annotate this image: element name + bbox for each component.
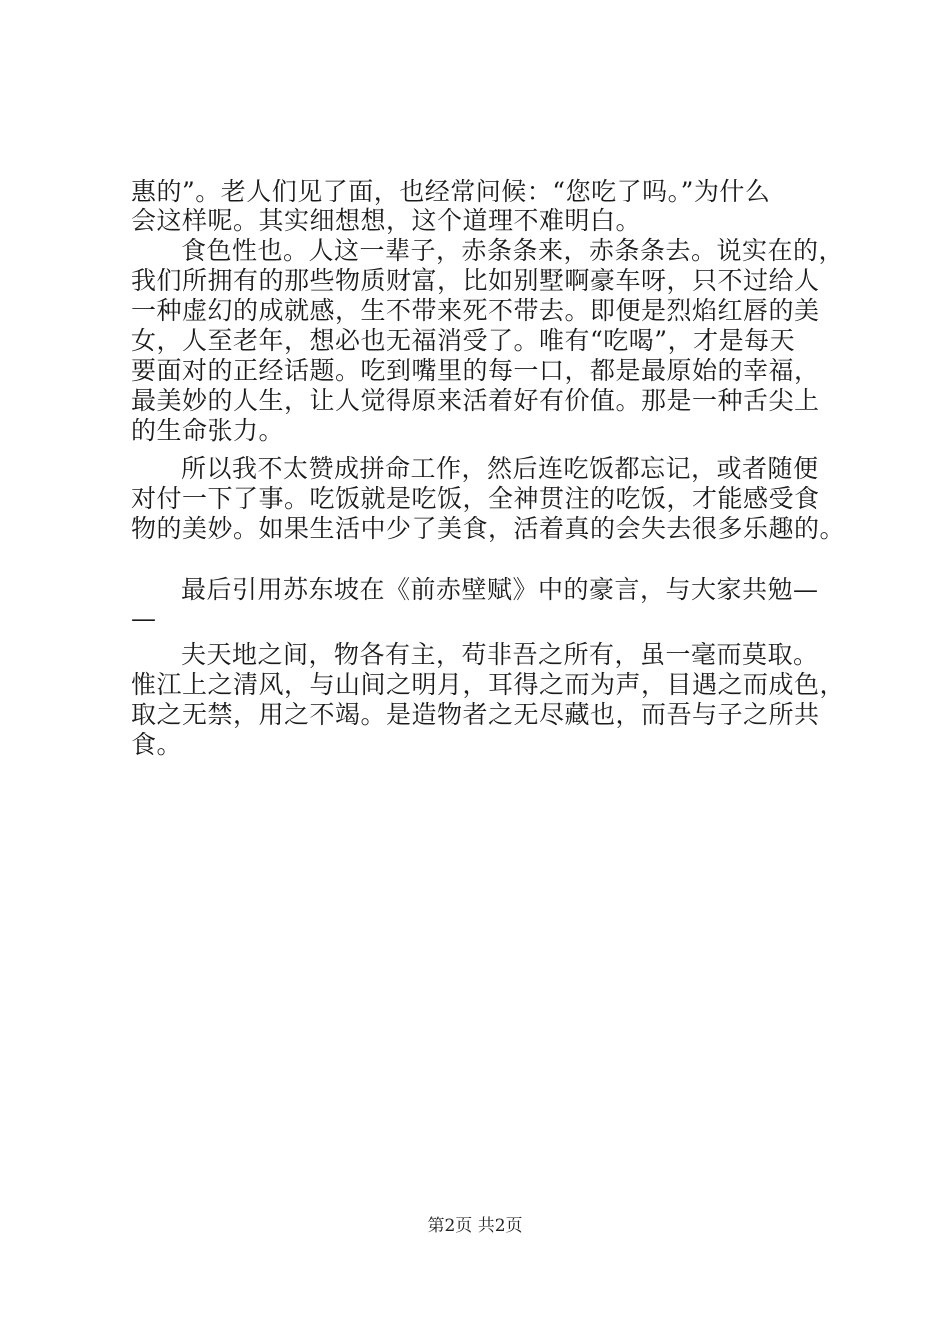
body-text-line: 我们所拥有的那些物质财富，比如别墅啊豪车呀，只不过给人	[131, 266, 820, 295]
paragraph-first-line: 所以我不太赞成拼命工作，然后连吃饭都忘记，或者随便	[181, 454, 819, 483]
body-text-line: 物的美妙。如果生活中少了美食，活着真的会失去很多乐趣的。	[131, 514, 846, 543]
body-text-line: 惠的”。老人们见了面，也经常问候：“您吃了吗。”为什么	[131, 177, 771, 206]
body-text-line: 会这样呢。其实细想想，这个道理不难明白。	[131, 206, 642, 235]
page-number-footer: 第2页 共2页	[427, 1216, 523, 1236]
body-text-line: 的生命张力。	[131, 416, 285, 445]
body-text-line: —	[131, 604, 157, 633]
body-text-line: 对付一下了事。吃饭就是吃饭，全神贯注的吃饭，才能感受食	[131, 484, 820, 513]
body-text-line: 惟江上之清风，与山间之明月，耳得之而为声，目遇之而成色，	[131, 670, 846, 699]
body-text-line: 取之无禁，用之不竭。是造物者之无尽藏也，而吾与子之所共	[131, 700, 820, 729]
body-text-line: 最美妙的人生，让人觉得原来活着好有价值。那是一种舌尖上	[131, 386, 820, 415]
body-text-line: 食。	[131, 730, 183, 759]
body-text-line: 一种虚幻的成就感，生不带来死不带去。即便是烈焰红唇的美	[131, 296, 820, 325]
body-text-line: 要面对的正经话题。吃到嘴里的每一口，都是最原始的幸福，	[131, 356, 820, 385]
paragraph-first-line: 最后引用苏东坡在《前赤壁赋》中的豪言，与大家共勉—	[181, 575, 819, 604]
paragraph-first-line: 食色性也。人这一辈子，赤条条来，赤条条去。说实在的，	[181, 236, 845, 265]
paragraph-first-line: 夫天地之间，物各有主，苟非吾之所有，虽一毫而莫取。	[181, 640, 819, 669]
body-text-line: 女，人至老年，想必也无福消受了。唯有“吃喝”，才是每天	[131, 326, 796, 355]
